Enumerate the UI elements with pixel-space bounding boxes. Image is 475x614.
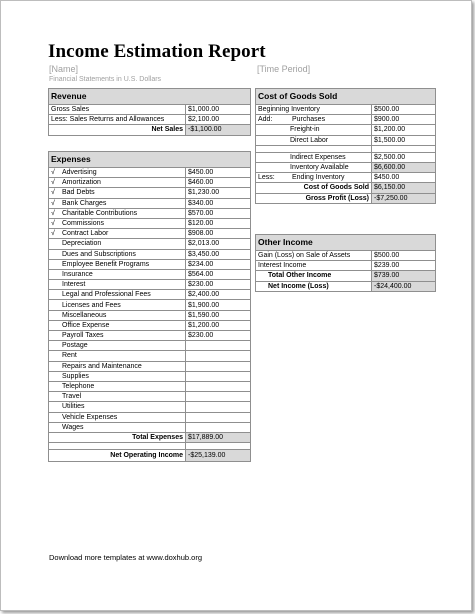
- net-sales-label: Net Sales: [49, 125, 186, 135]
- name-placeholder[interactable]: [Name]: [49, 64, 79, 74]
- table-row: [49, 320, 251, 330]
- table-row: [49, 188, 251, 198]
- expense-label: Bank Charges: [62, 199, 107, 207]
- expense-label: Dues and Subscriptions: [62, 250, 136, 258]
- ending-inventory-label: Ending Inventory: [292, 174, 345, 182]
- table-row: [256, 183, 436, 193]
- expense-label: Payroll Taxes: [62, 332, 104, 340]
- expense-value[interactable]: $1,590.00: [186, 310, 251, 320]
- expense-label-cell: [49, 229, 186, 239]
- expense-label: Insurance: [62, 270, 93, 278]
- net-operating-income-label: Net Operating Income: [49, 450, 186, 462]
- table-row: [49, 249, 251, 259]
- expense-value[interactable]: $234.00: [186, 259, 251, 269]
- other-income-header: Other Income: [256, 235, 436, 251]
- expense-label-cell: [49, 249, 186, 259]
- expense-label: Depreciation: [62, 240, 102, 248]
- table-row: [256, 281, 436, 291]
- table-row: [49, 392, 251, 402]
- table-row: [49, 208, 251, 218]
- expense-label: Advertising: [62, 169, 97, 177]
- expense-label-cell: [49, 300, 186, 310]
- expense-label-cell: [49, 341, 186, 351]
- table-row: [49, 371, 251, 381]
- direct-labor-label: Direct Labor: [256, 135, 372, 145]
- expense-label-cell: [49, 402, 186, 412]
- expense-value[interactable]: [186, 381, 251, 391]
- expense-label: Contract Labor: [62, 230, 109, 238]
- row-value[interactable]: $2,100.00: [186, 115, 251, 125]
- purchases-value[interactable]: $900.00: [372, 115, 436, 125]
- expense-label-cell: [49, 371, 186, 381]
- total-other-income-label: Total Other Income: [256, 271, 372, 281]
- expense-label-cell: [49, 320, 186, 330]
- expense-value[interactable]: [186, 412, 251, 422]
- expense-label: Bad Debts: [62, 189, 95, 197]
- expense-label-cell: [49, 188, 186, 198]
- expense-value[interactable]: $2,400.00: [186, 290, 251, 300]
- table-row: [49, 432, 251, 442]
- purchases-label: Purchases: [292, 116, 326, 124]
- table-row: [49, 351, 251, 361]
- expense-value[interactable]: [186, 341, 251, 351]
- table-row: [49, 115, 251, 125]
- cogs-total-value: $6,150.00: [372, 183, 436, 193]
- beginning-inventory-value[interactable]: $500.00: [372, 105, 436, 115]
- revenue-table: [48, 88, 251, 136]
- add-label: Add:: [258, 116, 273, 124]
- table-row: [256, 162, 436, 172]
- table-row: [49, 178, 251, 188]
- table-row: [49, 361, 251, 371]
- table-row: [256, 261, 436, 271]
- expense-value[interactable]: $230.00: [186, 331, 251, 341]
- checkmark-icon: √: [51, 179, 55, 187]
- expense-label-cell: [49, 239, 186, 249]
- expense-label-cell: [49, 290, 186, 300]
- table-row: [49, 412, 251, 422]
- expense-value[interactable]: $120.00: [186, 218, 251, 228]
- expense-label: Postage: [62, 342, 88, 350]
- expense-label-cell: [49, 361, 186, 371]
- row-label: Interest Income: [256, 261, 372, 271]
- table-row: [256, 193, 436, 203]
- expense-label: Rent: [62, 352, 77, 360]
- table-row: [49, 331, 251, 341]
- ending-inventory-cell: [256, 173, 372, 183]
- cogs-table: [255, 88, 436, 204]
- expense-label-cell: [49, 208, 186, 218]
- table-row: [49, 168, 251, 178]
- expense-label: Telephone: [62, 383, 95, 391]
- table-row: [49, 402, 251, 412]
- checkmark-icon: √: [51, 220, 55, 228]
- expense-label: Office Expense: [62, 321, 110, 329]
- spacer: [256, 145, 372, 152]
- ending-inventory-value[interactable]: $450.00: [372, 173, 436, 183]
- checkmark-icon: √: [51, 189, 55, 197]
- expense-value[interactable]: $450.00: [186, 168, 251, 178]
- table-row: [256, 125, 436, 135]
- table-row: [49, 125, 251, 135]
- table-row: [49, 300, 251, 310]
- purchases-cell: [256, 115, 372, 125]
- net-income-label: Net Income (Loss): [256, 281, 372, 291]
- row-label: Gross Sales: [49, 105, 186, 115]
- expense-value[interactable]: [186, 361, 251, 371]
- table-row: [49, 381, 251, 391]
- expense-label-cell: [49, 269, 186, 279]
- expenses-table: [48, 151, 251, 462]
- expense-value[interactable]: [186, 392, 251, 402]
- table-row: [256, 271, 436, 281]
- expense-value[interactable]: $3,450.00: [186, 249, 251, 259]
- expense-value[interactable]: $460.00: [186, 178, 251, 188]
- table-row: [49, 450, 251, 462]
- expense-label: Repairs and Maintenance: [62, 362, 142, 370]
- expense-label: Charitable Contributions: [62, 209, 138, 217]
- expense-label: Commissions: [62, 220, 105, 228]
- freight-in-value[interactable]: $1,200.00: [372, 125, 436, 135]
- expense-value[interactable]: $340.00: [186, 198, 251, 208]
- expense-label-cell: [49, 280, 186, 290]
- spacer: [372, 145, 436, 152]
- checkmark-icon: √: [51, 199, 55, 207]
- checkmark-icon: √: [51, 169, 55, 177]
- expense-value[interactable]: $1,200.00: [186, 320, 251, 330]
- expense-value[interactable]: $230.00: [186, 280, 251, 290]
- expense-label: Wages: [62, 423, 84, 431]
- less-label: Less:: [258, 174, 275, 182]
- expense-label-cell: [49, 392, 186, 402]
- expense-label-cell: [49, 351, 186, 361]
- table-row: [49, 310, 251, 320]
- expense-label-cell: [49, 178, 186, 188]
- direct-labor-value[interactable]: $1,500.00: [372, 135, 436, 145]
- report-subtitle: Financial Statements in U.S. Dollars: [49, 76, 162, 83]
- row-value[interactable]: $239.00: [372, 261, 436, 271]
- expense-value[interactable]: $570.00: [186, 208, 251, 218]
- spacer: [186, 443, 251, 450]
- expense-label-cell: [49, 310, 186, 320]
- expense-label-cell: [49, 218, 186, 228]
- table-row: [49, 229, 251, 239]
- total-expenses-label: Total Expenses: [49, 432, 186, 442]
- table-row: [49, 198, 251, 208]
- row-value[interactable]: $1,000.00: [186, 105, 251, 115]
- table-row: [256, 152, 436, 162]
- expense-value[interactable]: [186, 402, 251, 412]
- expense-label: Travel: [62, 393, 82, 401]
- checkmark-icon: √: [51, 209, 55, 217]
- net-income-value: -$24,400.00: [372, 281, 436, 291]
- expense-label-cell: [49, 381, 186, 391]
- expense-value[interactable]: [186, 351, 251, 361]
- cogs-total-label: Cost of Goods Sold: [256, 183, 372, 193]
- expense-label: Interest: [62, 281, 86, 289]
- total-other-income-value: $739.00: [372, 271, 436, 281]
- spacer: [49, 443, 186, 450]
- expense-value[interactable]: [186, 371, 251, 381]
- table-row: [49, 239, 251, 249]
- table-row: [49, 422, 251, 432]
- expense-label: Legal and Professional Fees: [62, 291, 151, 299]
- table-row: [49, 290, 251, 300]
- footer-link[interactable]: Download more templates at www.doxhub.org: [49, 553, 202, 562]
- table-row: [49, 259, 251, 269]
- total-expenses-value: $17,889.00: [186, 432, 251, 442]
- expense-label: Employee Benefit Programs: [62, 260, 150, 268]
- expenses-header: Expenses: [49, 152, 251, 168]
- expense-label: Amortization: [62, 179, 101, 187]
- expense-value[interactable]: [186, 422, 251, 432]
- indirect-expenses-label: Indirect Expenses: [256, 152, 372, 162]
- expense-value[interactable]: $1,900.00: [186, 300, 251, 310]
- indirect-expenses-value[interactable]: $2,500.00: [372, 152, 436, 162]
- expense-value[interactable]: $564.00: [186, 269, 251, 279]
- checkmark-icon: √: [51, 230, 55, 238]
- other-income-table: [255, 234, 436, 292]
- row-label: Less: Sales Returns and Allowances: [49, 115, 186, 125]
- expense-label-cell: [49, 198, 186, 208]
- gross-profit-label: Gross Profit (Loss): [256, 193, 372, 203]
- cogs-header: Cost of Goods Sold: [256, 89, 436, 105]
- freight-in-label: Freight-in: [256, 125, 372, 135]
- net-sales-value: -$1,100.00: [186, 125, 251, 135]
- table-row: [49, 105, 251, 115]
- expense-value[interactable]: $2,013.00: [186, 239, 251, 249]
- expense-label-cell: [49, 331, 186, 341]
- expense-label-cell: [49, 412, 186, 422]
- table-row: [256, 105, 436, 115]
- table-row: [256, 115, 436, 125]
- expense-value[interactable]: $1,230.00: [186, 188, 251, 198]
- expense-label: Licenses and Fees: [62, 301, 121, 309]
- table-row: [49, 280, 251, 290]
- table-row: [256, 173, 436, 183]
- expense-label-cell: [49, 168, 186, 178]
- table-row: [256, 251, 436, 261]
- beginning-inventory-label: Beginning Inventory: [256, 105, 372, 115]
- gross-profit-value: -$7,250.00: [372, 193, 436, 203]
- expense-label: Miscellaneous: [62, 311, 107, 319]
- expense-label: Vehicle Expenses: [62, 413, 118, 421]
- expense-label-cell: [49, 422, 186, 432]
- expense-label: Utilities: [62, 403, 85, 411]
- inventory-available-label: Inventory Available: [256, 162, 372, 172]
- expense-value[interactable]: $908.00: [186, 229, 251, 239]
- net-operating-income-value: -$25,139.00: [186, 450, 251, 462]
- table-row: [49, 269, 251, 279]
- inventory-available-value: $6,600.00: [372, 162, 436, 172]
- expense-label-cell: [49, 259, 186, 269]
- report-title: Income Estimation Report: [48, 41, 266, 62]
- time-period-placeholder[interactable]: [Time Period]: [257, 64, 311, 74]
- expense-label: Supplies: [62, 372, 89, 380]
- row-value[interactable]: $500.00: [372, 251, 436, 261]
- table-row: [49, 218, 251, 228]
- table-row: [49, 341, 251, 351]
- revenue-header: Revenue: [49, 89, 251, 105]
- row-label: Gain (Loss) on Sale of Assets: [256, 251, 372, 261]
- table-row: [256, 135, 436, 145]
